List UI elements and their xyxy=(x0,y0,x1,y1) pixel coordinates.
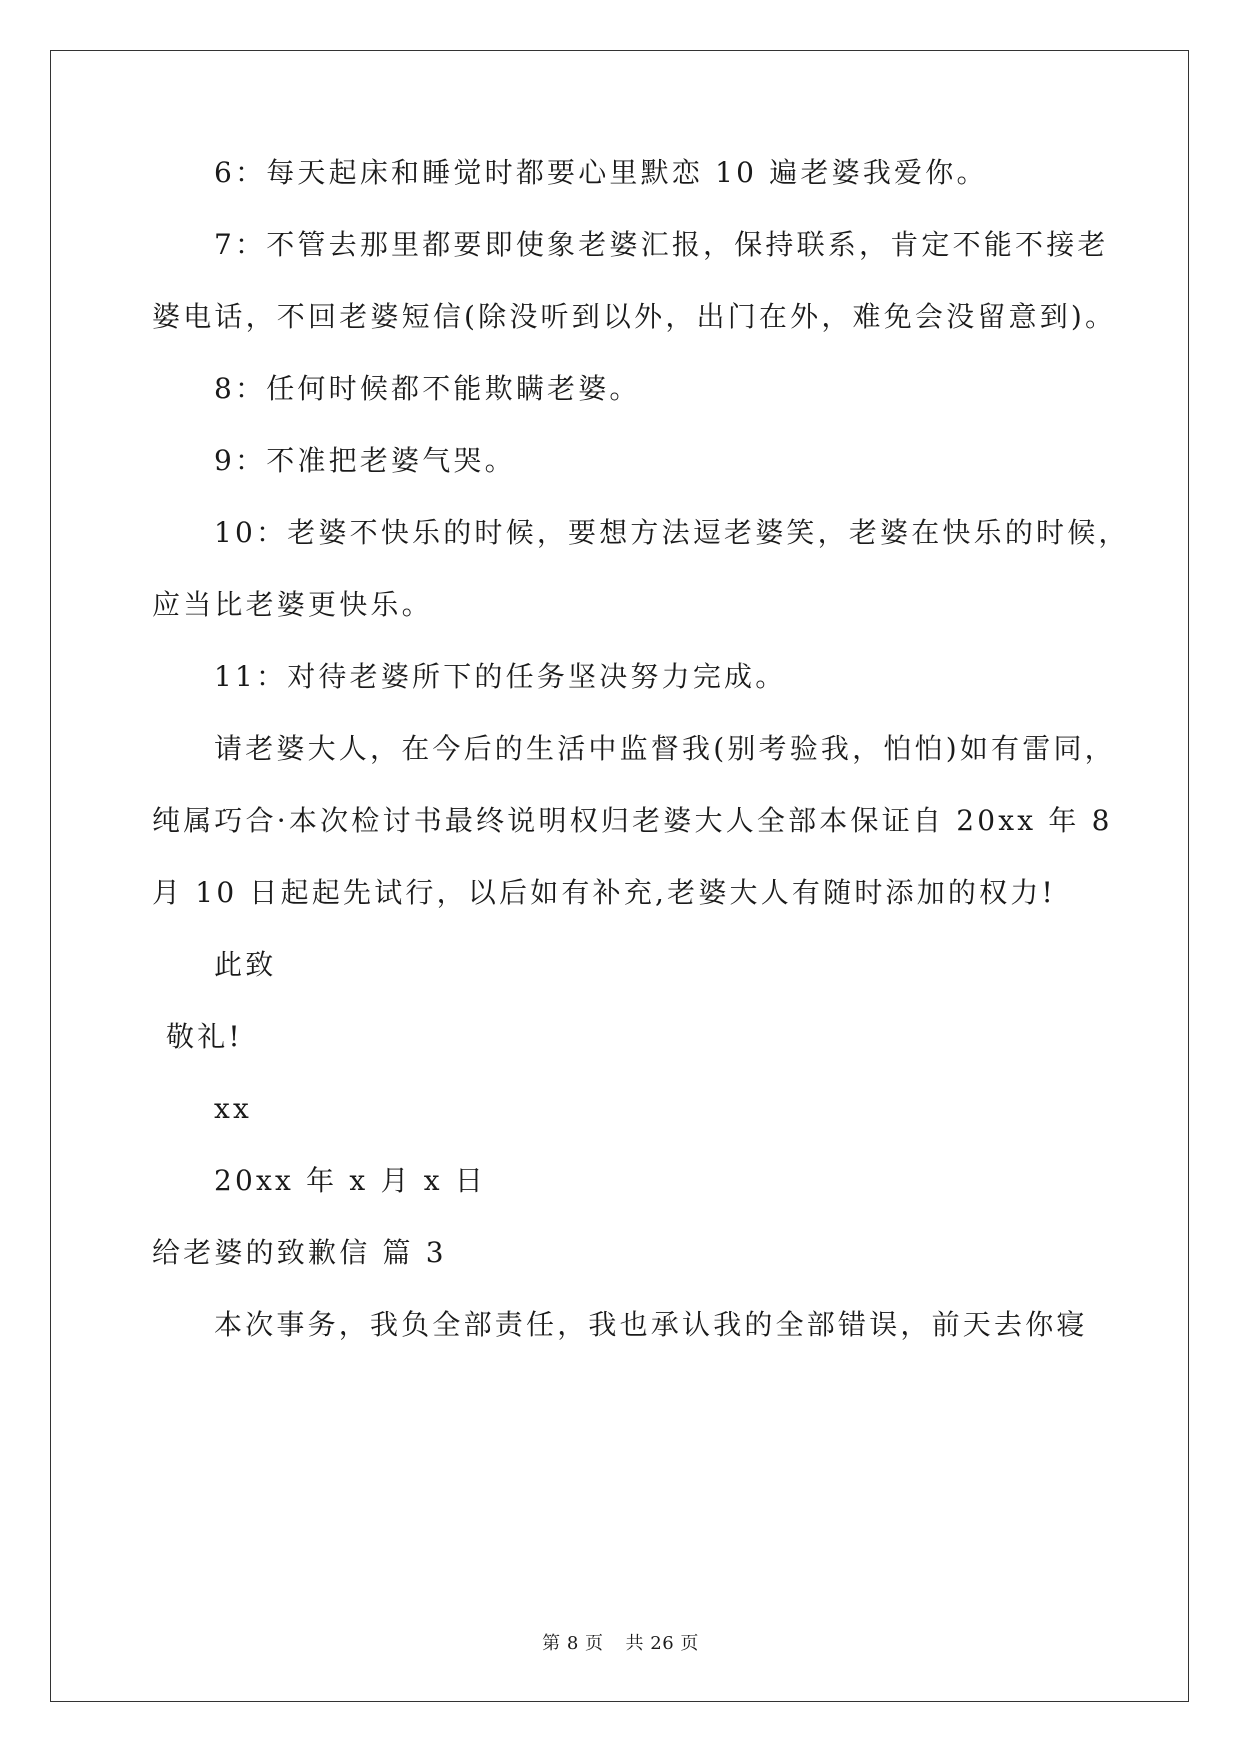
paragraph-rule-10-line-2: 应当比老婆更快乐。 xyxy=(152,588,433,621)
page-footer xyxy=(0,1632,1241,1656)
paragraph-rule-8: 8：任何时候都不能欺瞒老婆。 xyxy=(214,372,641,405)
paragraph-rule-9: 9：不准把老婆气哭。 xyxy=(214,444,516,477)
paragraph-rule-6: 6：每天起床和睡觉时都要心里默恋 10 遍老婆我爱你。 xyxy=(214,156,988,189)
salutation-jingli: 敬礼! xyxy=(166,1020,243,1053)
paragraph-closing-line-1: 请老婆大人，在今后的生活中监督我(别考验我，怕怕)如有雷同， xyxy=(214,732,1116,765)
paragraph-rule-7-line-1: 7：不管去那里都要即使象老婆汇报，保持联系，肯定不能不接老 xyxy=(214,228,1109,261)
paragraph-closing-line-3: 月 10 日起起先试行，以后如有补充,老婆大人有随时添加的权力! xyxy=(152,876,1056,909)
paragraph-rule-11: 11：对待老婆所下的任务坚决努力完成。 xyxy=(214,660,787,693)
signature-date: 20xx 年 x 月 x 日 xyxy=(214,1164,487,1197)
paragraph-rule-7-line-2: 婆电话，不回老婆短信(除没听到以外，出门在外，难免会没留意到)。 xyxy=(152,300,1117,333)
section-heading: 给老婆的致歉信 篇 3 xyxy=(152,1236,447,1269)
page-total: 共 26 页 xyxy=(625,1633,699,1654)
paragraph-section-3-start: 本次事务，我负全部责任，我也承认我的全部错误，前天去你寝 xyxy=(214,1308,1088,1341)
salutation-cizhi: 此致 xyxy=(214,948,277,981)
page-number: 第 8 页 xyxy=(542,1633,604,1654)
paragraph-rule-10-line-1: 10：老婆不快乐的时候，要想方法逗老婆笑，老婆在快乐的时候， xyxy=(214,516,1130,549)
paragraph-closing-line-2: 纯属巧合·本次检讨书最终说明权归老婆大人全部本保证自 20xx 年 8 xyxy=(152,804,1113,837)
signature-name: xx xyxy=(214,1092,252,1125)
